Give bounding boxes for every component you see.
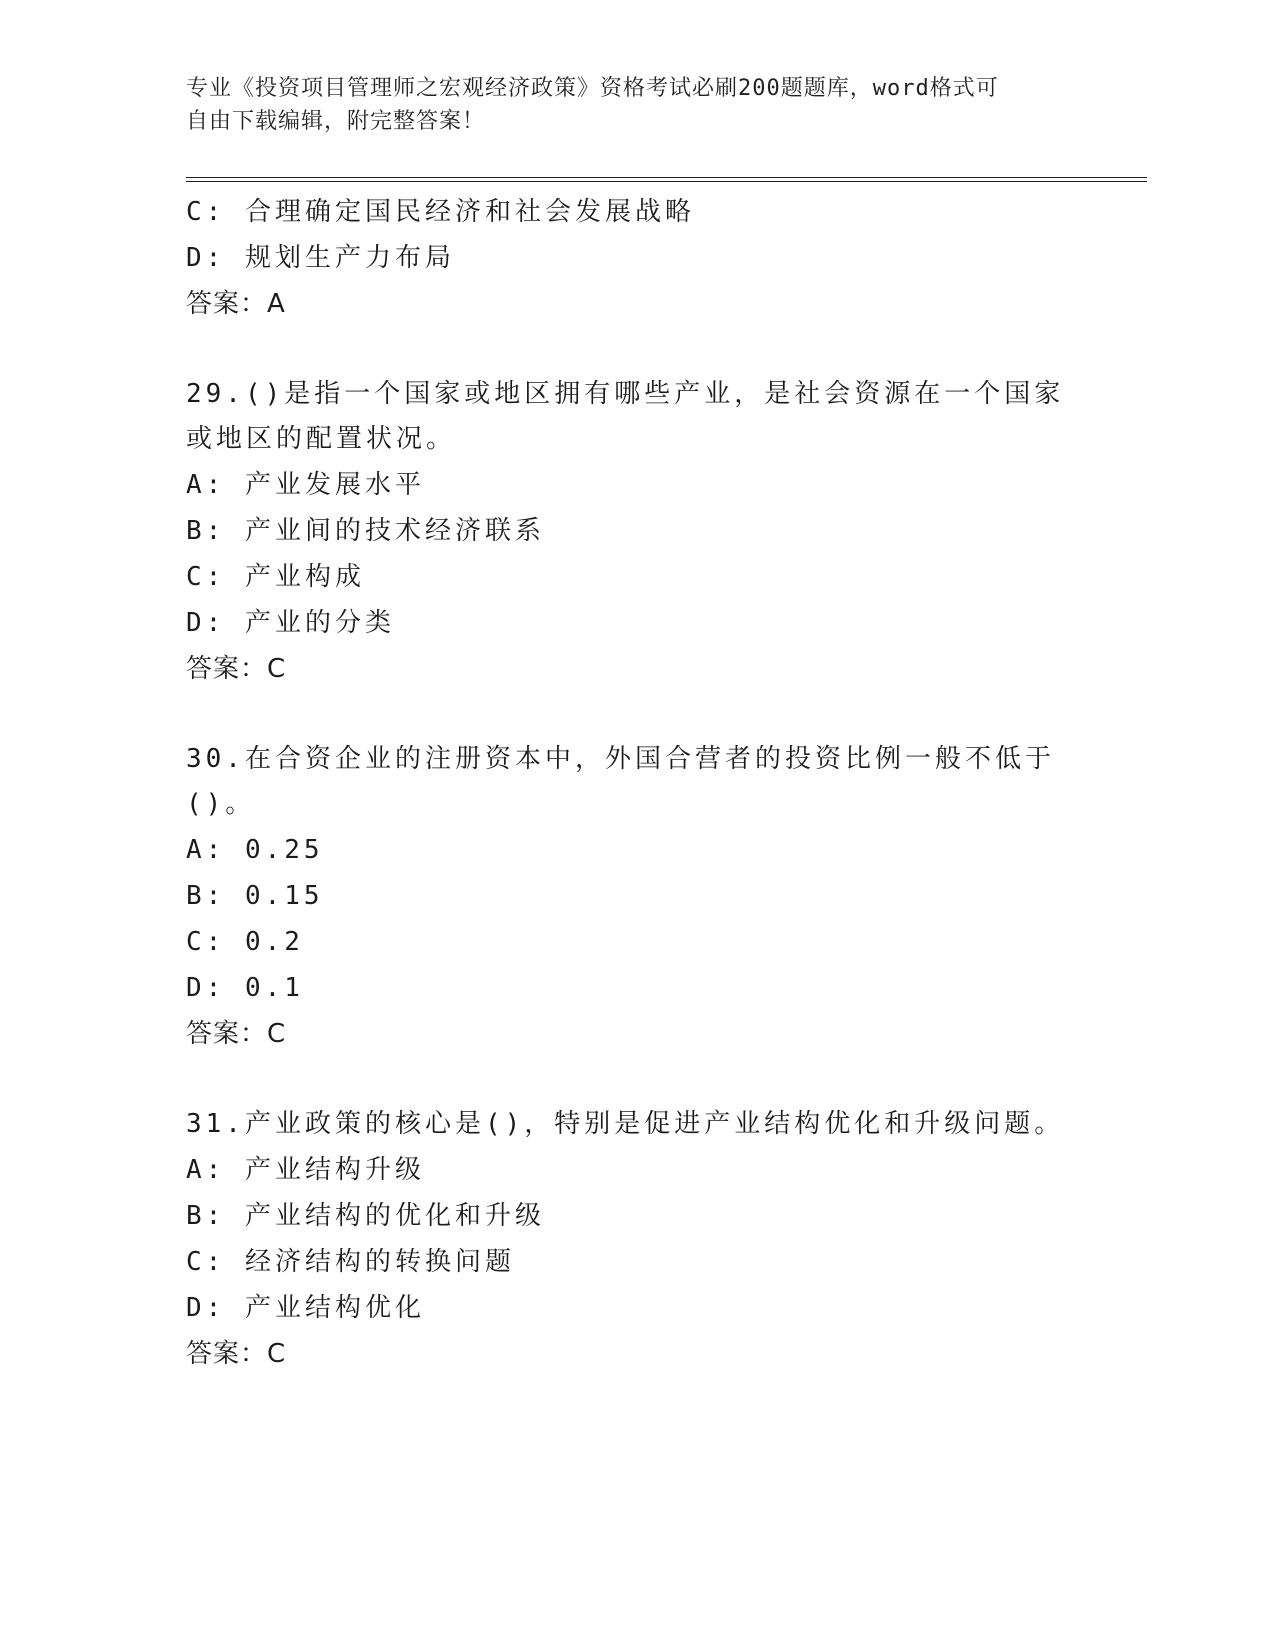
question-block-31 <box>186 1102 1086 1377</box>
question-text: 29.()是指一个国家或地区拥有哪些产业，是社会资源在一个国家或地区的配置状况。 <box>186 379 1065 454</box>
question-text: 30.在合资企业的注册资本中，外国合营者的投资比例一般不低于()。 <box>186 744 1055 819</box>
answer-line: 答案：C <box>186 1339 287 1369</box>
option-a: A: 0.25 <box>186 835 324 865</box>
spacer <box>186 692 1086 737</box>
question-block-30 <box>186 737 1086 1057</box>
question-block-28 <box>186 189 1086 327</box>
header-rule-bottom <box>186 181 1147 182</box>
spacer <box>186 1057 1086 1102</box>
option-c: C: 产业构成 <box>186 562 365 592</box>
header-rule-top <box>186 177 1147 178</box>
header-line-2: 自由下载编辑，附完整答案！ <box>186 109 486 134</box>
option-d: D: 产业结构优化 <box>186 1293 425 1323</box>
answer-line: 答案：A <box>186 289 286 319</box>
option-d: D: 规划生产力布局 <box>186 243 455 273</box>
option-c: C: 经济结构的转换问题 <box>186 1247 515 1277</box>
header-line-1: 专业《投资项目管理师之宏观经济政策》资格考试必刷200题题库，word格式可 <box>186 76 999 101</box>
option-b: B: 产业结构的优化和升级 <box>186 1201 545 1231</box>
option-c: C: 合理确定国民经济和社会发展战略 <box>186 197 695 227</box>
document-body <box>186 189 1086 1377</box>
question-text: 31.产业政策的核心是()，特别是促进产业结构优化和升级问题。 <box>186 1109 1065 1139</box>
option-a: A: 产业发展水平 <box>186 470 425 500</box>
option-b: B: 0.15 <box>186 881 324 911</box>
spacer <box>186 327 1086 372</box>
option-a: A: 产业结构升级 <box>186 1155 425 1185</box>
answer-line: 答案：C <box>186 654 287 684</box>
option-d: D: 产业的分类 <box>186 608 395 638</box>
answer-line: 答案：C <box>186 1019 287 1049</box>
option-b: B: 产业间的技术经济联系 <box>186 516 545 546</box>
page-header <box>186 72 1086 138</box>
question-block-29 <box>186 372 1086 692</box>
option-d: D: 0.1 <box>186 973 304 1003</box>
option-c: C: 0.2 <box>186 927 304 957</box>
